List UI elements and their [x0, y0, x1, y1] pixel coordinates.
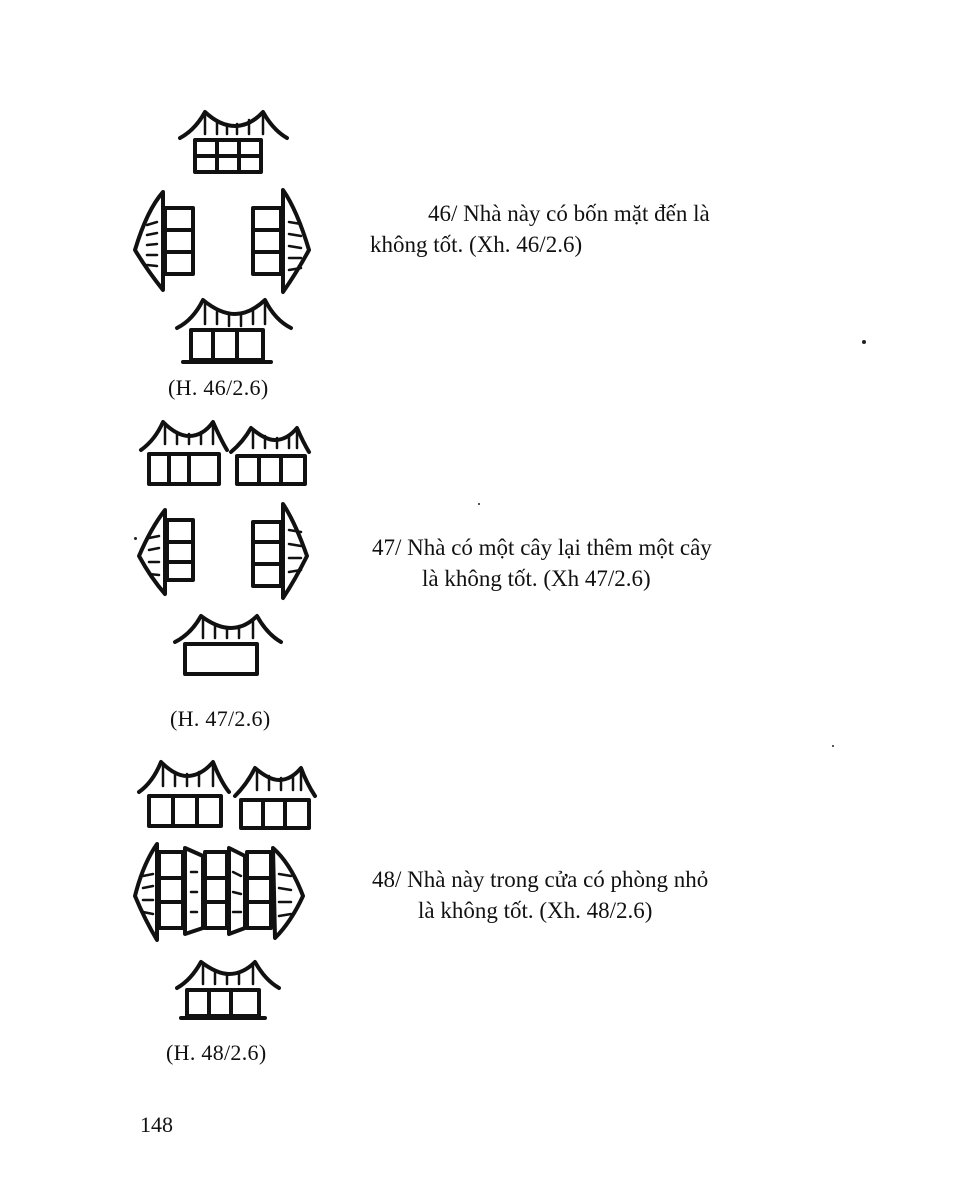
house-top-right — [235, 768, 315, 828]
house-bottom — [177, 300, 291, 362]
house-top — [180, 112, 287, 172]
figure-48-diagram — [125, 752, 325, 1032]
scan-speck — [832, 745, 834, 747]
house-top-left — [139, 762, 229, 826]
house-right — [253, 190, 309, 292]
item-47-line-2: là không tốt. (Xh 47/2.6) — [422, 566, 651, 591]
item-48-line-2: là không tốt. (Xh. 48/2.6) — [418, 898, 653, 923]
figure-46-diagram — [125, 100, 325, 370]
house-right — [253, 504, 307, 598]
item-47-line-1: 47/ Nhà có một cây lại thêm một cây — [372, 535, 712, 560]
item-48-text — [372, 864, 708, 926]
item-46-line-2: không tốt. (Xh. 46/2.6) — [370, 232, 583, 257]
house-top-left — [141, 422, 227, 484]
scan-speck — [134, 537, 137, 540]
figure-47-diagram — [125, 410, 325, 690]
item-48-line-1: 48/ Nhà này trong cửa có phòng nhỏ — [372, 867, 709, 892]
figure-46-caption: (H. 46/2.6) — [168, 375, 269, 400]
house-top-right — [231, 428, 309, 484]
page-number: 148 — [140, 1112, 173, 1137]
figure-48-caption: (H. 48/2.6) — [166, 1040, 267, 1065]
house-bottom — [177, 962, 279, 1018]
item-46-text — [370, 198, 710, 260]
item-47-text — [372, 532, 712, 594]
house-middle-row — [135, 844, 303, 940]
scan-speck — [862, 340, 866, 344]
figure-47-caption: (H. 47/2.6) — [170, 706, 271, 731]
item-46-line-1: 46/ Nhà này có bốn mặt đến là — [428, 201, 710, 226]
house-left — [139, 510, 193, 594]
scan-speck — [478, 503, 480, 505]
house-left — [135, 192, 193, 290]
house-bottom — [175, 616, 281, 674]
